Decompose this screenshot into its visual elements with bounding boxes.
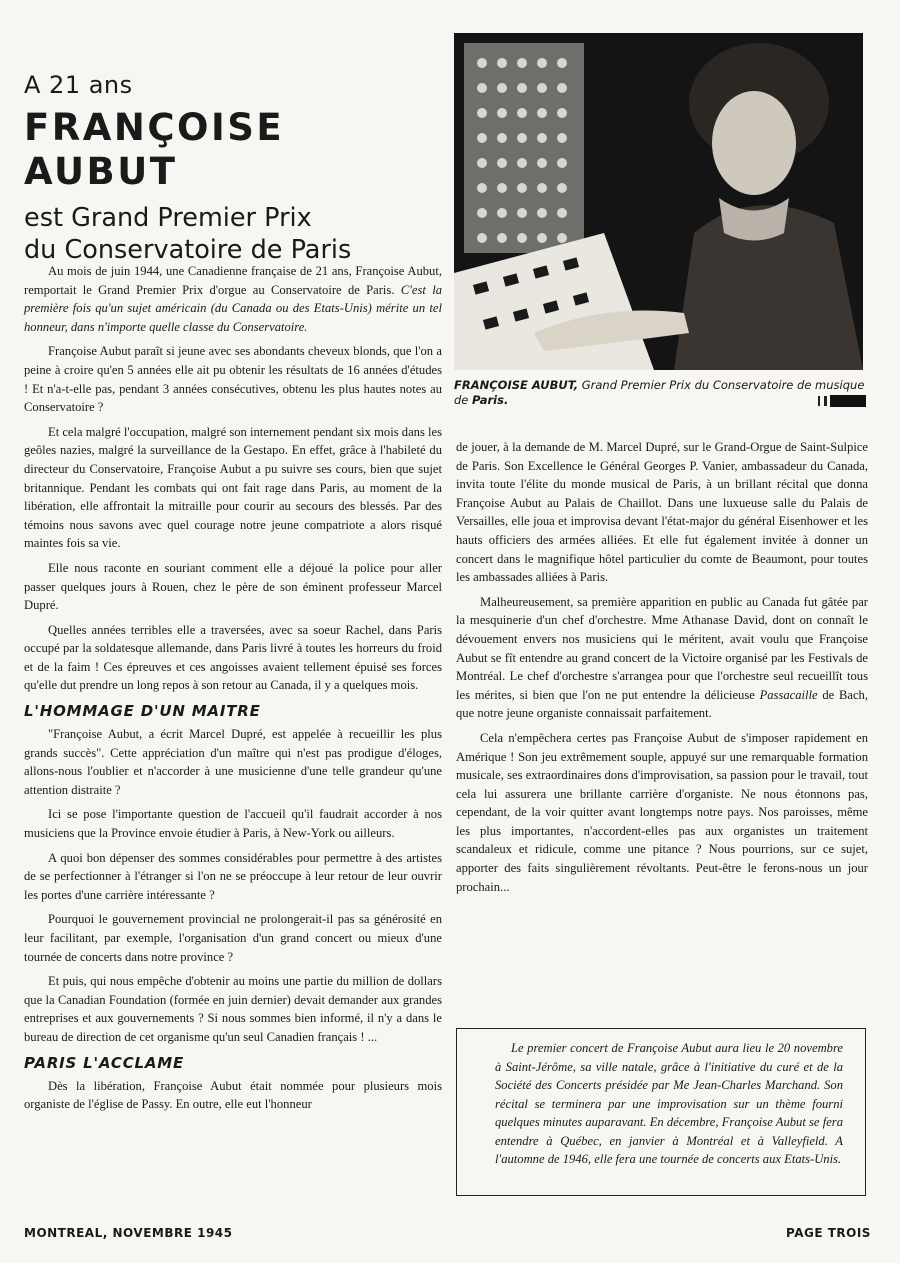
article-paragraph bbox=[24, 262, 442, 336]
headline-subtitle-line2: du Conservatoire de Paris bbox=[24, 235, 352, 265]
section-heading-hommage: L'HOMMAGE D'UN MAITRE bbox=[24, 702, 261, 721]
article-paragraph bbox=[456, 593, 868, 723]
article-paragraph: Quelles années terribles elle a traversées, avec sa soeur Rachel, dans Paris occupé par la soldatesque allemande, dans Paris livré à toutes les horreurs du froid et de la faim ! Ces épreuves et ces angoisses avaient tellement épuisé ses forces qu'elle dut prendre un long repos à son retour au Canada, il y a quelques mois. bbox=[24, 622, 442, 693]
article-paragraph: Elle nous raconte en souriant comment elle a déjoué la police pour aller passer quelques jours à Rouen, chez le père de son éminent professeur Marcel Dupré. bbox=[24, 560, 442, 613]
article-paragraph: de jouer, à la demande de M. Marcel Dupré, sur le Grand-Orgue de Saint-Sulpice de Paris. Son Excellence le Général Georges P. Vanier, ambassadeur du Canada, invita toute l'élite du monde musical de Paris, à un brillant récital que donna Françoise Aubut au Palais de Chaillot. Dans une luxueuse salle du Palais de Versailles, elle joua et improvisa devant l'état-major du général Eisenhower et les hauts officiers des armées alliées. Et elle fut également invitée à donner un concert dans le magnifique hôtel particulier du comte de Beaumont, pour toutes les ambassades alliées à Paris. bbox=[456, 440, 868, 585]
article-paragraph: Et cela malgré l'occupation, malgré son internement pendant six mois dans les geôles nazies, malgré la surveillance de la Gestapo. En effet, grâce à l'habileté du directeur du Conservatoire, Françoise Aubut a pu suivre ses cours, bien que sujet britannique. Pendant les combats qui ont fait rage dans Paris, au moment de la libération, elle affrontait la mitraille pour courir au secours des blessés. Par des témoins nous savons avec quel courage notre jeune compatriote a alors risqué maintes fois sa vie. bbox=[24, 424, 442, 551]
article-paragraph: "Françoise Aubut, a écrit Marcel Dupré, est appelée à recueillir les plus grands succès". Cette appréciation d'un maître qui n'est pas prodigue d'éloges, allons-nous l'oublier et n'accorder à une musicienne d'une telle grandeur qu'une attention distraite ? bbox=[24, 727, 442, 797]
left-column bbox=[24, 262, 442, 1120]
caption-city: Paris. bbox=[472, 393, 509, 407]
caption-text: Grand Premier Prix du Conservatoire de musique de bbox=[454, 378, 865, 407]
footer-page-number: PAGE TROIS bbox=[786, 1226, 871, 1240]
paragraph-text: de Bach, que notre jeune organiste connaissait parfaitement. bbox=[456, 687, 868, 721]
article-paragraph: Et puis, qui nous empêche d'obtenir au moins une partie du million de dollars que la Canadian Foundation (formée en juin dernier) devait demander aux grandes entreprises et aux gouvernements ? Si nous sommes bien informé, il n'y a dans le bureau de direction de cet organisme qu'un seul Canadien français ! ... bbox=[24, 974, 442, 1044]
announcement-text: Le premier concert de Françoise Aubut aura lieu le 20 novembre à Saint-Jérôme, sa ville natale, grâce à l'initiative du curé et de la Société des Concerts présidée par Me Jean-Charles Marchand. Son récital se terminera par une improvisation sur un thème fourni quelques minutes auparavant. En décembre, Françoise Aubut se fera entendre à Québec, en janvier à Montréal et à Valleyfield. A l'automne de 1946, elle fera une tournée de concerts aux Etats-Unis. bbox=[495, 1041, 843, 1166]
footer-date: MONTREAL, NOVEMBRE 1945 bbox=[24, 1226, 233, 1240]
caption-name: FRANÇOISE AUBUT, bbox=[454, 378, 579, 392]
headline-block bbox=[24, 70, 444, 266]
section-heading-paris: PARIS L'ACCLAME bbox=[24, 1053, 185, 1072]
headline-name: FRANÇOISE AUBUT bbox=[24, 106, 285, 193]
organist-photo-illustration bbox=[454, 33, 863, 370]
paragraph-text: Malheureusement, sa première apparition en public au Canada fut gâtée par la mesquinerie d'un chef d'orchestre. Mme Athanase David, dont on connaît le dévouement envers nos musiciens qui le méritent, avait voulu que Françoise Aubut se fît entendre au grand concert de la Victoire organisé par les Festivals de Montréal. Le chef d'orchestre s'arrangea pour que l'orchestre seul recueillît tous les mérites, si bien que l'on ne put entendre la délicieuse bbox=[456, 594, 868, 702]
print-mark-icon bbox=[818, 395, 866, 407]
article-paragraph: Cela n'empêchera certes pas Françoise Aubut de s'imposer rapidement en Amérique ! Son jeu extrêmement souple, appuyé sur une remarquable formation musicale, ses extraordinaires dons d'improvisation, sa passion pour le travail, tout cela lui assurera une brillante carrière d'organiste. Ne nous étonnons pas, cependant, de la voir quitter avant longtemps notre pays. Nos paroisses, même les plus importantes, n'accordent-elles pas aux organistes un traitement scandaleux et ridicule, comme une pitance ? Nous pourrions, sur ce sujet, apporter des faits singulièrement révoltants. Peut-être le ferons-nous un jour prochain... bbox=[456, 730, 868, 894]
article-paragraph: Pourquoi le gouvernement provincial ne prolongerait-il pas sa générosité en leur facilitant, par exemple, l'organisation d'un grand concert ou mieux d'une tournée de concerts dans notre province ? bbox=[24, 912, 442, 964]
article-paragraph: Ici se pose l'importante question de l'accueil qu'il faudrait accorder à nos musiciens que la Province envoie étudier à Paris, à New-York ou ailleurs. bbox=[24, 807, 442, 841]
right-column bbox=[456, 438, 868, 902]
headline-subtitle-line1: est Grand Premier Prix bbox=[24, 203, 312, 233]
paragraph-emphasis: Passacaille bbox=[759, 687, 818, 702]
headline-kicker: A 21 ans bbox=[24, 71, 133, 99]
concert-announcement-box bbox=[456, 1028, 866, 1196]
article-paragraph: Dès la libération, Françoise Aubut était nommée pour plusieurs mois organiste de l'église de Passy. En outre, elle eut l'honneur bbox=[24, 1078, 442, 1112]
photo-caption bbox=[454, 378, 868, 408]
paragraph-emphasis: C'est la première fois qu'un sujet américain (du Canada ou des Etats-Unis) mérite un tel honneur, dans n'importe quelle classe du Conservatoire. bbox=[24, 282, 443, 334]
article-paragraph: Françoise Aubut paraît si jeune avec ses abondants cheveux blonds, que l'on a peine à croire qu'en 5 années elle ait pu obtenir les résultats de 16 années d'études ! Et n'a-t-elle pas, pendant 3 années consécutives, obtenu les plus hautes notes au Conservatoire ? bbox=[24, 344, 442, 415]
article-paragraph: A quoi bon dépenser des sommes considérables pour permettre à des artistes de se perfectionner à l'étranger si l'on ne se préoccupe à leur retour de leur ouvrir les portes d'une carrière intéressante ? bbox=[24, 850, 442, 902]
paragraph-text: Au mois de juin 1944, une Canadienne française de 21 ans, Françoise Aubut, remportait le Grand Premier Prix d'orgue au Conservatoire de Paris. bbox=[24, 264, 442, 297]
organist-photo bbox=[454, 33, 863, 370]
